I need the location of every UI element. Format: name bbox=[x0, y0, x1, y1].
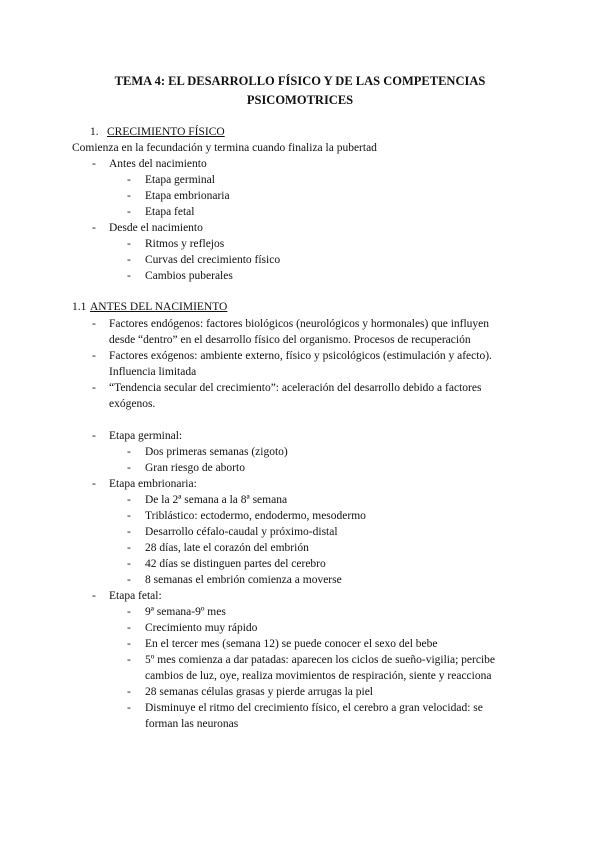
bullet-text: Factores endógenos: factores biológicos (neurológicos y hormonales) que influyen bbox=[109, 318, 490, 330]
list-item: Gran riesgo de aborto bbox=[145, 462, 245, 474]
list-item: Dos primeras semanas (zigoto) bbox=[145, 446, 288, 458]
stage-label: Etapa fetal: bbox=[109, 590, 162, 602]
bullet-text-continued: exógenos. bbox=[109, 398, 156, 410]
section-1-number: 1. bbox=[90, 126, 99, 138]
list-item: En el tercer mes (semana 12) se puede conocer el sexo del bebe bbox=[145, 638, 438, 650]
bullet-dash: - bbox=[127, 206, 131, 218]
list-item-continued: forman las neuronas bbox=[145, 718, 239, 730]
list-item: Etapa germinal bbox=[145, 174, 215, 186]
document-title-line-1: TEMA 4: EL DESARROLLO FÍSICO Y DE LAS COMPETENCIAS bbox=[114, 74, 486, 88]
bullet-dash: - bbox=[127, 462, 131, 474]
bullet-dash: - bbox=[92, 430, 96, 442]
bullet-text: “Tendencia secular del crecimiento”: aceleración del desarrollo debido a factores bbox=[109, 382, 482, 394]
bullet-text-continued: Influencia limitada bbox=[109, 366, 197, 378]
bullet-dash: - bbox=[127, 510, 131, 522]
list-item: 28 días, late el corazón del embrión bbox=[145, 542, 309, 554]
stage-label: Etapa germinal: bbox=[109, 430, 183, 442]
bullet-dash: - bbox=[127, 702, 131, 714]
bullet-dash: - bbox=[127, 446, 131, 458]
list-item: Ritmos y reflejos bbox=[145, 238, 225, 250]
list-item: 9ª semana-9º mes bbox=[145, 606, 226, 618]
bullet-text: Factores exógenos: ambiente externo, físico y psicológicos (estimulación y afecto). bbox=[109, 350, 492, 362]
bullet-dash: - bbox=[127, 174, 131, 186]
section-1-intro: Comienza en la fecundación y termina cuando finaliza la pubertad bbox=[72, 142, 377, 154]
bullet-dash: - bbox=[127, 622, 131, 634]
list-item: Curvas del crecimiento físico bbox=[145, 254, 281, 266]
bullet-dash: - bbox=[92, 318, 96, 330]
bullet-dash: - bbox=[127, 190, 131, 202]
section-1-1-heading: ANTES DEL NACIMIENTO bbox=[90, 301, 228, 313]
list-item: Etapa embrionaria bbox=[145, 190, 230, 202]
group-label: Antes del nacimiento bbox=[109, 158, 207, 170]
list-item: 8 semanas el embrión comienza a moverse bbox=[145, 574, 342, 586]
stage-label: Etapa embrionaria: bbox=[109, 478, 197, 490]
bullet-dash: - bbox=[127, 558, 131, 570]
list-item: Desarrollo céfalo-caudal y próximo-distal bbox=[145, 526, 338, 538]
bullet-dash: - bbox=[127, 494, 131, 506]
bullet-dash: - bbox=[127, 238, 131, 250]
bullet-dash: - bbox=[92, 382, 96, 394]
bullet-text-continued: desde “dentro” en el desarrollo físico del organismo. Procesos de recuperación bbox=[109, 334, 471, 346]
list-item: Crecimiento muy rápido bbox=[145, 622, 258, 634]
bullet-dash: - bbox=[92, 158, 96, 170]
list-item: Disminuye el ritmo del crecimiento físico, el cerebro a gran velocidad: se bbox=[145, 702, 483, 714]
bullet-dash: - bbox=[92, 350, 96, 362]
bullet-dash: - bbox=[127, 542, 131, 554]
bullet-dash: - bbox=[127, 654, 131, 666]
bullet-dash: - bbox=[92, 590, 96, 602]
bullet-dash: - bbox=[127, 526, 131, 538]
bullet-dash: - bbox=[127, 686, 131, 698]
list-item: Cambios puberales bbox=[145, 270, 233, 282]
group-label: Desde el nacimiento bbox=[109, 222, 203, 234]
bullet-dash: - bbox=[127, 254, 131, 266]
list-item-continued: cambios de luz, oye, realiza movimientos de respiración, siente y reacciona bbox=[145, 670, 492, 682]
bullet-dash: - bbox=[92, 222, 96, 234]
list-item: 5º mes comienza a dar patadas: aparecen los ciclos de sueño-vigilia; percibe bbox=[145, 654, 496, 666]
document-title-line-2: PSICOMOTRICES bbox=[246, 93, 354, 107]
list-item: 28 semanas células grasas y pierde arrugas la piel bbox=[145, 686, 373, 698]
section-1-1-number: 1.1 bbox=[72, 301, 87, 313]
list-item: Etapa fetal bbox=[145, 206, 195, 218]
list-item: De la 2ª semana a la 8ª semana bbox=[145, 494, 288, 506]
bullet-dash: - bbox=[92, 478, 96, 490]
bullet-dash: - bbox=[127, 574, 131, 586]
bullet-dash: - bbox=[127, 638, 131, 650]
list-item: 42 días se distinguen partes del cerebro bbox=[145, 558, 326, 570]
section-1-heading: CRECIMIENTO FÍSICO bbox=[107, 126, 225, 138]
bullet-dash: - bbox=[127, 270, 131, 282]
list-item: Triblástico: ectodermo, endodermo, mesodermo bbox=[145, 510, 366, 522]
bullet-dash: - bbox=[127, 606, 131, 618]
